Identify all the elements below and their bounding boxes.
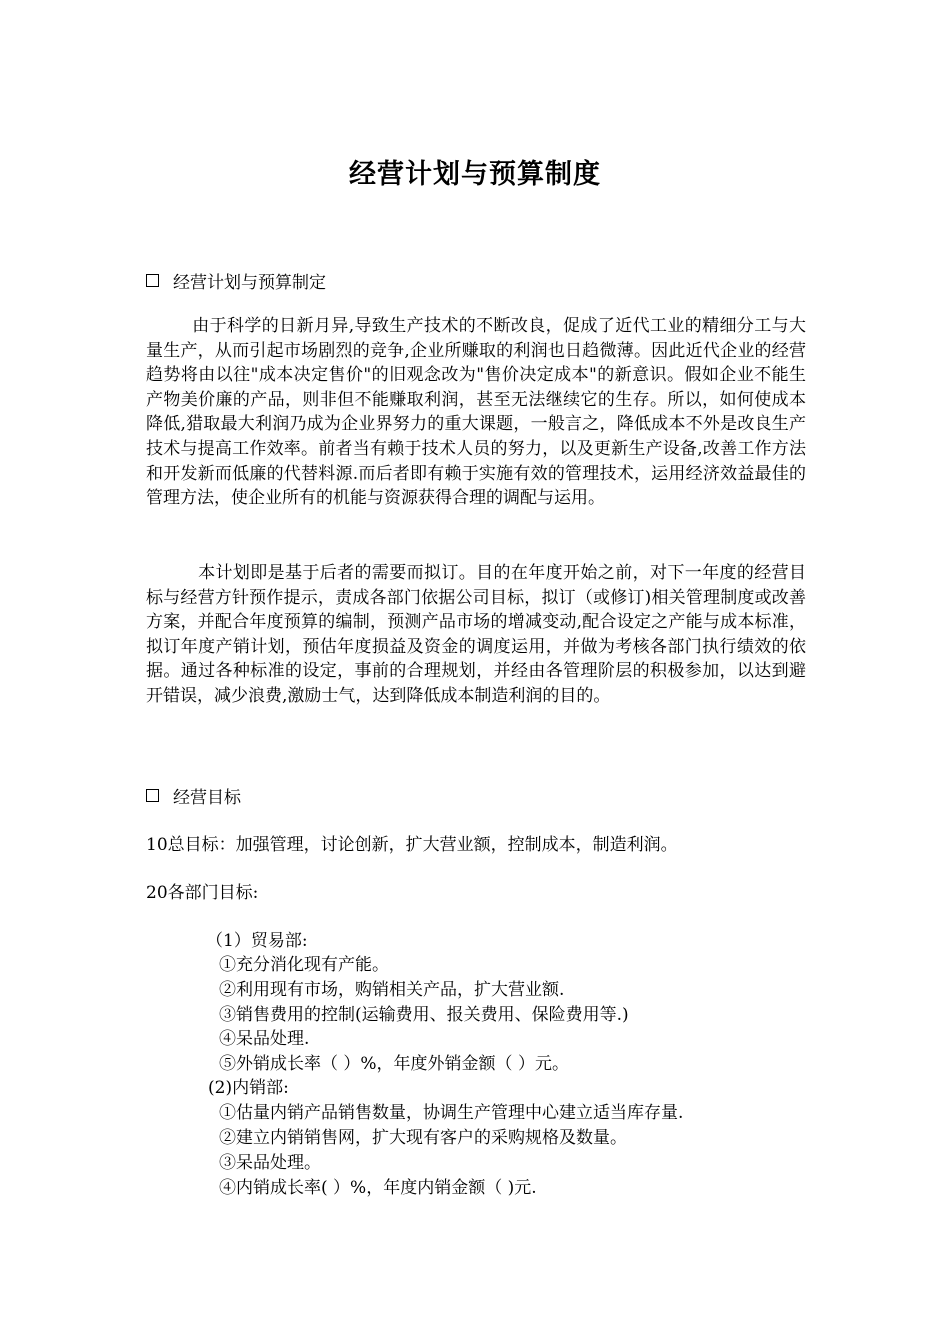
trade-dept-label: （1）贸易部: bbox=[206, 931, 308, 951]
checkbox-icon bbox=[146, 789, 159, 802]
list-item: ②建立内销销售网，扩大现有客户的采购规格及数量。 bbox=[219, 1128, 627, 1148]
list-item: ④呆品处理. bbox=[219, 1029, 310, 1049]
section-heading-plan bbox=[146, 268, 326, 293]
list-item: ②利用现有市场，购销相关产品，扩大营业额. bbox=[219, 980, 565, 1000]
paragraph-intro: 由于科学的日新月异,导致生产技术的不断改良，促成了近代工业的精细分工与大量生产，从而引起市场剧烈的竞争,企业所赚取的利润也日趋微薄。因此近代企业的经营趋势将由以往"成本决定售价"的旧观念改为"售价决定成本"的新意识。假如企业不能生产物美价廉的产品，则非但不能赚取利润，甚至无法继续它的生存。所以，如何使成本降低,猎取最大利润乃成为企业界努力的重大课题，一般言之，降低成本不外是改良生产技术与提高工作效率。前者当有赖于技术人员的努力，以及更新生产设备,改善工作方法和开发新而低廉的代替料源.而后者即有赖于实施有效的管理技术，运用经济效益最佳的管理方法，使企业所有的机能与资源获得合理的调配与运用。 bbox=[146, 316, 806, 509]
list-item: ③呆品处理。 bbox=[219, 1153, 321, 1173]
section-heading-label: 经营计划与预算制定 bbox=[173, 273, 326, 293]
list-item: ①充分消化现有产能。 bbox=[219, 955, 389, 975]
paragraph-purpose: 本计划即是基于后者的需要而拟订。目的在年度开始之前，对下一年度的经营目标与经营方针预作提示，责成各部门依据公司目标，拟订（或修订)相关管理制度或改善方案，并配合年度预算的编制，预测产品市场的增减变动,配合设定之产能与成本标准，拟订年度产销计划，预估年度损益及资金的调度运用，并做为考核各部门执行绩效的依据。通过各种标准的设定，事前的合理规划，并经由各管理阶层的积极参加，以达到避开错误，减少浪费,激励士气，达到降低成本制造利润的目的。 bbox=[146, 563, 806, 706]
section-heading-label: 经营目标 bbox=[173, 788, 241, 808]
domestic-dept-label: (2)内销部: bbox=[208, 1078, 289, 1098]
department-goals-label: 20各部门目标: bbox=[146, 883, 259, 903]
overall-goal: 10总目标：加强管理，讨论创新，扩大营业额，控制成本，制造利润。 bbox=[146, 835, 678, 855]
checkbox-icon bbox=[146, 274, 159, 287]
list-item: ③销售费用的控制(运输费用、报关费用、保险费用等.) bbox=[219, 1005, 629, 1025]
section-heading-goals bbox=[146, 783, 241, 808]
list-item: ④内销成长率( ）%，年度内销金额（ )元. bbox=[219, 1178, 537, 1198]
list-item: ①估量内销产品销售数量，协调生产管理中心建立适当库存量. bbox=[219, 1103, 684, 1123]
list-item: ⑤外销成长率（ ）%，年度外销金额（ ）元。 bbox=[219, 1054, 569, 1074]
document-title: 经营计划与预算制度 bbox=[349, 159, 601, 190]
